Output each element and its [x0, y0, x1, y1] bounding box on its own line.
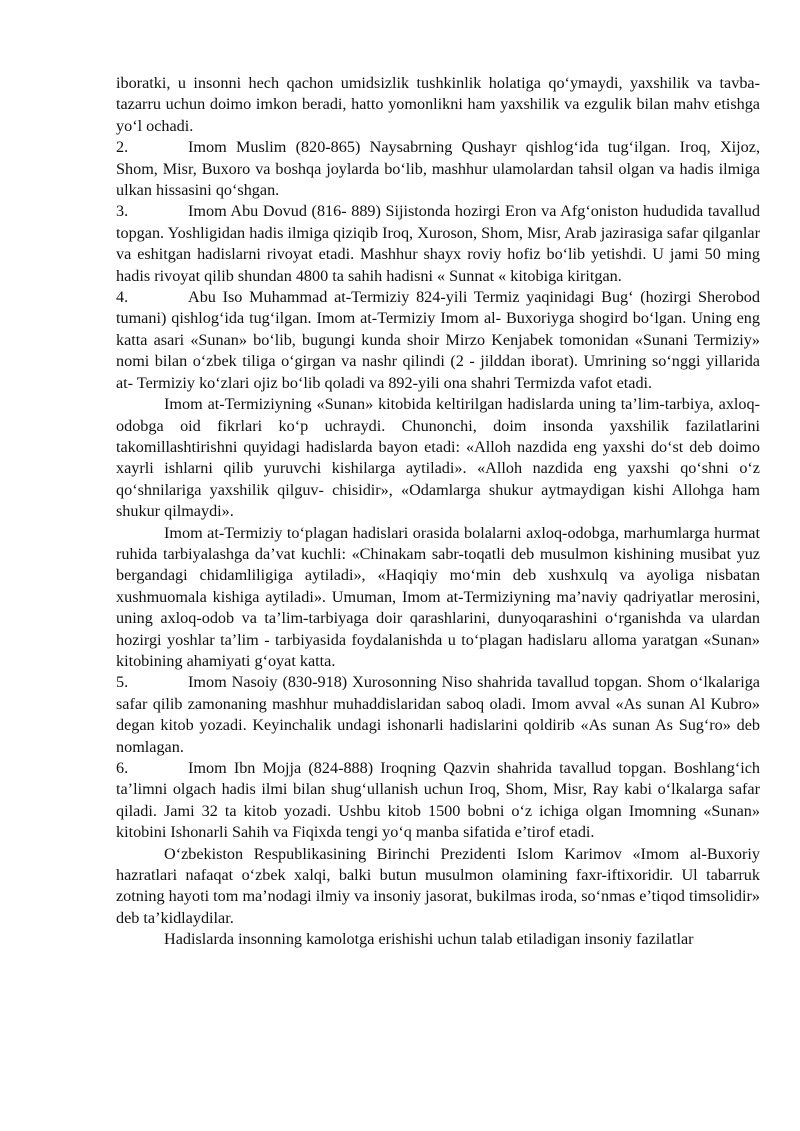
list-item-imom-abu-dovud: [116, 201, 760, 287]
list-item-text: Imom Nasoiy (830-918) Xurosonning Niso shahrida tavallud topgan. Shom o‘lkalariga safar qilib zamonaning mashhur muhaddislaridan saboq oladi. Imom avval «As sunan Al Kubro» degan kitob yozadi. Keyinchalik undagi ishonarli hadislarini qoldirib «As sunan As Sug‘ro» deb nomlagan.: [116, 673, 760, 756]
list-item-text: Imom Muslim (820-865) Naysabrning Qushayr qishlog‘ida tug‘ilgan. Iroq, Xijoz, Shom, Misr, Buxoro va boshqa joylarda bo‘lib, mashhur ulamolardan tahsil olgan va hadis ilmiga ulkan hissasini qo‘shgan.: [116, 138, 760, 200]
list-number: 5.: [116, 673, 129, 692]
list-item-imom-nasoiy: [116, 672, 760, 758]
list-item-at-termiziy: [116, 287, 760, 394]
paragraph-hadislar-fazilatlar: Hadislarda insonning kamolotga erishishi uchun talab etiladigan insoniy fazilatlar: [164, 930, 694, 949]
list-number: 6.: [116, 759, 129, 777]
paragraph-termiziy-hadislar: Imom at-Termiziy to‘plagan hadislari orasida bolalarni axloq-odobga, marhumlarga hurmat ruhida tarbiyalashga da’vat kuchli: «Chinakam sabr-toqatli deb musulmon kishining musibat yuz bergandagi chidamliligiga aytiladi», «Haqiqiy mo‘min deb xushxulq va ayoliga nisbatan xushmuomala kishiga aytiladi». Umuman, Imom at-Termiziyning ma’naviy qadriyatlar merosini, uning axloq-odob va ta’lim-tarbiyaga doir qarashlarini, dunyoqarashini o‘rganishda va ulardan hozirgi yoshlar ta’lim - tarbiyasida foydalanishda u to‘plagan hadislaru alloma yaratgan «Sunan» kitobining ahamiyati g‘oyat katta.: [116, 523, 760, 670]
document-page: [116, 73, 760, 951]
list-item-imom-ibn-mojja: [116, 758, 760, 844]
list-number: 2.: [116, 138, 129, 157]
list-number: 3.: [116, 202, 129, 221]
paragraph-karimov-quote: O‘zbekiston Respublikasining Birinchi Prezidenti Islom Karimov «Imom al-Buxoriy hazratlari nafaqat o‘zbek xalqi, balki butun musulmon olamining faxr-iftixoridir. Ul tabarruk zotning hayoti tom ma’nodagi ilmiy va insoniy jasorat, bukilmas iroda, so‘nmas e’tiqod timsolidir» deb ta’kidlaydilar.: [116, 844, 760, 927]
list-item-imom-muslim: [116, 137, 760, 201]
list-item-text: Imom Ibn Mojja (824-888) Iroqning Qazvin shahrida tavallud topgan. Boshlang‘ich ta’limni olgach hadis ilmi bilan shug‘ullanish uchun Iroq, Shom, Misr, Ray kabi o‘lkalarga safar qiladi. Jami 32 ta kitob yozadi. Ushbu kitob 1500 bobni o‘z ichiga olgan Imomning «Sunan» kitobini Ishonarli Sahih va Fiqixda tengi yo‘q manba sifatida e’tirof etadi.: [116, 759, 760, 842]
list-number: 4.: [116, 288, 129, 307]
list-item-text: Abu Iso Muhammad at-Termiziy 824-yili Termiz yaqinidagi Bug‘ (hozirgi Sherobod tumani) qishlog‘ida tug‘ilgan. Imom at-Termiziy Imom al- Buxoriyga shogird bo‘lgan. Uning eng katta asari «Sunan» bo‘lib, bugungi kunda shoir Mirzo Kenjabek tomonidan «Sunani Termiziy» nomi bilan o‘zbek tiliga o‘girgan va nashr qilindi (2 - jilddan iborat). Umrining so‘nggi yillarida at- Termiziy ko‘zlari ojiz bo‘lib qoladi va 892-yili ona shahri Termizda vafot etadi.: [116, 288, 760, 392]
list-item-text: Imom Abu Dovud (816- 889) Sijistonda hozirgi Eron va Afg‘oniston hududida tavallud topgan. Yoshligidan hadis ilmiga qiziqib Iroq, Xuroson, Shom, Misr, Arab jazirasiga safar qilganlar va eshitgan hadislarni rivoyat etadi. Mashhur shayx roviy hofiz bo‘lib yetishdi. U jami 50 ming hadis rivoyat qilib shundan 4800 ta sahih hadisni « Sunnat « kitobiga kiritgan.: [116, 202, 760, 285]
paragraph-termiziy-sunan: Imom at-Termiziyning «Sunan» kitobida keltirilgan hadislarda uning ta’lim-tarbiya, axloq-odobga oid fikrlari ko‘p uchraydi. Chunonchi, doim insonda yaxshilik fazilatlarini takomillashtirishni quyidagi hadislarda bayon etadi: «Alloh nazdida eng yaxshi do‘st deb doimo xayrli ishlarni qilib yuruvchi kishilarga aytiladi». «Alloh nazdida eng yaxshi qo‘shni o‘z qo‘shnilariga yaxshilik qilguv- chisidir», «Odamlarga shukur aytmaydigan kishi Allohga ham shukur qilmaydi».: [116, 395, 760, 521]
paragraph-intro-continued: iboratki, u insonni hech qachon umidsizlik tushkinlik holatiga qo‘ymaydi, yaxshilik va tavba-tazarru uchun doimo imkon beradi, hatto yomonlikni ham yaxshilik va ezgulik bilan mahv etishga yo‘l ochadi.: [116, 74, 760, 135]
